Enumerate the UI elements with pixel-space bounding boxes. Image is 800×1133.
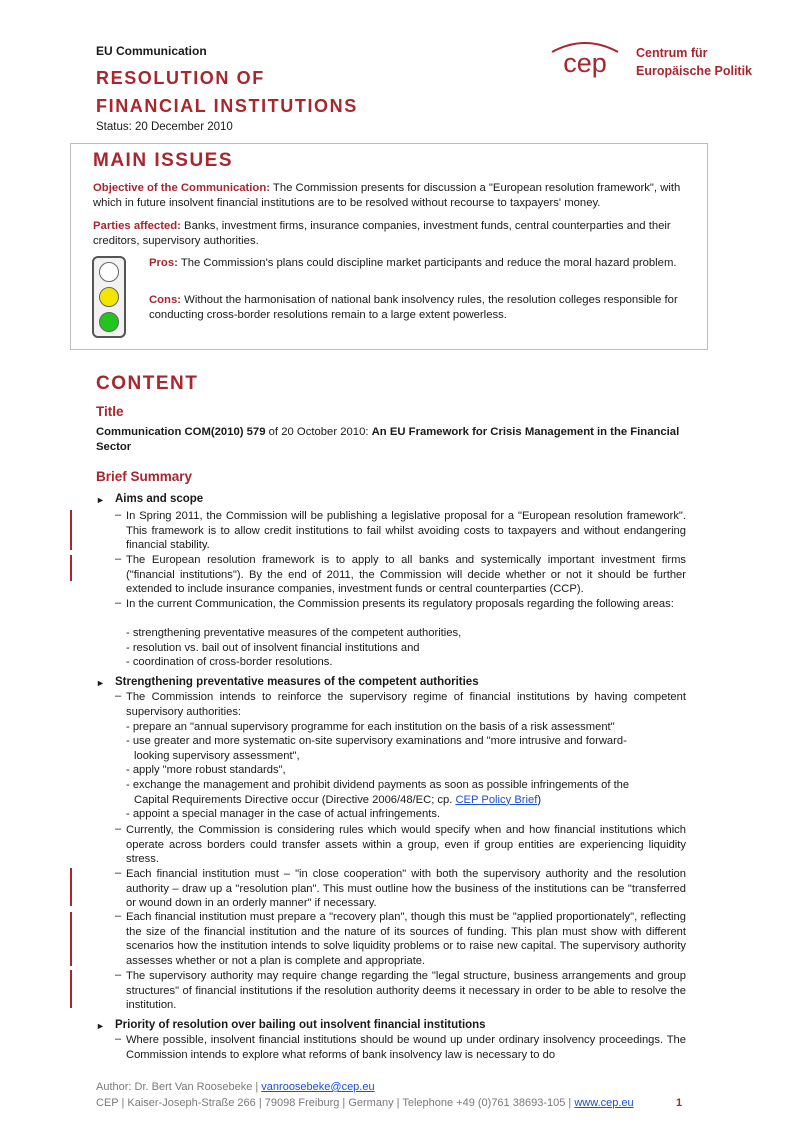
- pros-label: Pros:: [149, 257, 178, 269]
- list-item: Each financial institution must – "in close cooperation" with both the supervisory authority and the resolution authority – draw up a "resolution plan". This must outline how the business of the institutions can be "transferred or wound down in an orderly manner" if necessary.: [126, 868, 686, 910]
- list-item: Where possible, insolvent financial institutions should be wound up under ordinary insolvency proceedings. The Commission intends to explore what reforms of bank insolvency law is necessary to do: [126, 1034, 686, 1061]
- objective-paragraph: [93, 181, 696, 211]
- content-heading: CONTENT: [96, 373, 199, 394]
- traffic-light-bottom: [99, 312, 119, 332]
- document-title: [96, 64, 358, 120]
- title-line-1: RESOLUTION OF: [96, 68, 265, 88]
- traffic-light-icon: [92, 256, 126, 338]
- list-dash: –: [115, 1033, 122, 1045]
- traffic-light-middle: [99, 287, 119, 307]
- logo-text: cep: [563, 48, 607, 78]
- cep-policy-brief-link[interactable]: CEP Policy Brief: [455, 793, 538, 806]
- sub-item: - resolution vs. bail out of insolvent financial institutions and: [126, 641, 420, 654]
- list-item: The supervisory authority may require change regarding the "legal structure, business arrangements and group structures" of financial institutions if the resolution authority deems it necessary in order to be able to resolve the institution.: [126, 970, 686, 1012]
- objective-text: The Commission presents for discussion a "European resolution framework", with which in future insolvent financial institutions are to be resolved without recourse to taxpayers' money.: [93, 182, 681, 209]
- change-bar: [70, 510, 72, 550]
- page-number: 1: [676, 1097, 683, 1109]
- parties-text: Banks, investment firms, insurance companies, investment funds, central counterparties and their creditors, supervisory authorities.: [93, 220, 671, 247]
- pros-text: The Commission's plans could discipline market participants and reduce the moral hazard problem.: [177, 257, 677, 269]
- list-dash: –: [115, 823, 122, 835]
- title-heading: Title: [96, 404, 124, 419]
- author-email-link[interactable]: vanroosebeke@cep.eu: [261, 1081, 375, 1093]
- list-item: The European resolution framework is to apply to all banks and systemically important investment firms ("financial institutions"). By the end of 2011, the Commission will decide whether or not it should be further extended to include insurance companies, investment funds or central counterparties (CCP).: [126, 554, 686, 596]
- list-dash: –: [115, 910, 122, 922]
- sub-item: - exchange the management and prohibit dividend payments as soon as possible infringements of the: [126, 779, 630, 791]
- brief-summary-heading: Brief Summary: [96, 469, 193, 484]
- pros-paragraph: [149, 256, 697, 271]
- sub-item: - strengthening preventative measures of the competent authorities,: [126, 627, 462, 639]
- sub-item: - prepare an "annual supervisory programme for each institution on the basis of a risk assessment": [126, 720, 615, 733]
- document-type-label: EU Communication: [96, 44, 207, 58]
- section-priority-resolution: Priority of resolution over bailing out insolvent financial institutions: [115, 1019, 486, 1031]
- sub-item-continuation: [134, 793, 686, 808]
- section-arrow-icon: ►: [96, 678, 105, 688]
- cep-logo-icon: [540, 38, 630, 83]
- list-item: In Spring 2011, the Commission will be publishing a legislative proposal for a "European resolution framework". This framework is to allow credit institutions to fail whilst avoiding costs to taxpayers and without endangering financial stability.: [126, 510, 686, 552]
- list-dash: –: [115, 867, 122, 879]
- list-dash: –: [115, 690, 122, 702]
- sub-item: - apply "more robust standards",: [126, 764, 286, 777]
- list-dash: –: [115, 553, 122, 565]
- communication-title: [96, 425, 686, 455]
- change-bar: [70, 970, 72, 1008]
- parties-paragraph: [93, 219, 696, 249]
- list-dash: –: [115, 509, 122, 521]
- list-item: In the current Communication, the Commission presents its regulatory proposals regarding the following areas:: [126, 598, 674, 610]
- section-arrow-icon: ►: [96, 495, 105, 505]
- communication-date: of 20 October 2010:: [265, 426, 372, 438]
- author-name: Author: Dr. Bert Van Roosebeke |: [96, 1081, 262, 1093]
- list-item: The Commission intends to reinforce the supervisory regime of financial institutions by having competent supervisory authorities:: [126, 691, 686, 718]
- communication-name: An EU Framework for Crisis Management in the Financial Sector: [96, 426, 680, 453]
- sub-item-continuation: looking supervisory assessment",: [134, 749, 300, 762]
- cons-paragraph: [149, 293, 697, 323]
- section-aims-scope: Aims and scope: [115, 493, 204, 505]
- traffic-light-top: [99, 262, 119, 282]
- sub-item: - appoint a special manager in the case of actual infringements.: [126, 808, 441, 821]
- organisation-name-line-2: Europäische Politik: [636, 64, 753, 78]
- parties-label: Parties affected:: [93, 220, 181, 232]
- sub-item: - coordination of cross-border resolutions.: [126, 656, 333, 669]
- directive-text: Capital Requirements Directive occur (Directive 2006/48/EC; cp.: [134, 793, 456, 806]
- organisation-name-line-1: Centrum für: [636, 46, 708, 60]
- closing-paren: ): [537, 793, 542, 806]
- sub-item: - use greater and more systematic on-site supervisory examinations and "more intrusive and forward-: [126, 735, 627, 748]
- website-link[interactable]: www.cep.eu: [574, 1097, 634, 1109]
- section-preventative-measures: Strengthening preventative measures of the competent authorities: [115, 676, 479, 688]
- objective-label: Objective of the Communication:: [93, 182, 270, 194]
- organisation-name: [636, 44, 752, 80]
- main-issues-heading: MAIN ISSUES: [93, 150, 234, 171]
- communication-reference: Communication COM(2010) 579: [96, 426, 266, 438]
- list-item: Currently, the Commission is considering rules which would specify when and how financial institutions which operate across borders could transfer assets within a group, even if group entities are experiencing liquidity stress.: [126, 824, 686, 866]
- cons-label: Cons:: [149, 294, 182, 306]
- list-dash: –: [115, 969, 122, 981]
- footer-address: [96, 1097, 634, 1109]
- footer-author: [96, 1081, 375, 1093]
- address-text: CEP | Kaiser-Joseph-Straße 266 | 79098 Freiburg | Germany | Telephone +49 (0)761 38693-105 |: [96, 1097, 575, 1109]
- section-arrow-icon: ►: [96, 1021, 105, 1031]
- status-date: Status: 20 December 2010: [96, 121, 233, 133]
- cons-text: Without the harmonisation of national bank insolvency rules, the resolution colleges responsible for conducting cross-border resolutions remain to a large extent powerless.: [149, 294, 678, 321]
- title-line-2: FINANCIAL INSTITUTIONS: [96, 96, 358, 116]
- change-bar: [70, 912, 72, 966]
- change-bar: [70, 868, 72, 906]
- list-dash: –: [115, 597, 122, 609]
- list-item: Each financial institution must prepare a "recovery plan", though this must be "applied proportionately", reflecting the size of the financial institution and the nature of its sources of funding. This plan must show with different scenarios how the institution intends to solve liquidity problems or to raise new capital. The supervisory authority assesses whether or not a plan is complete and appropriate.: [126, 911, 686, 967]
- change-bar: [70, 555, 72, 581]
